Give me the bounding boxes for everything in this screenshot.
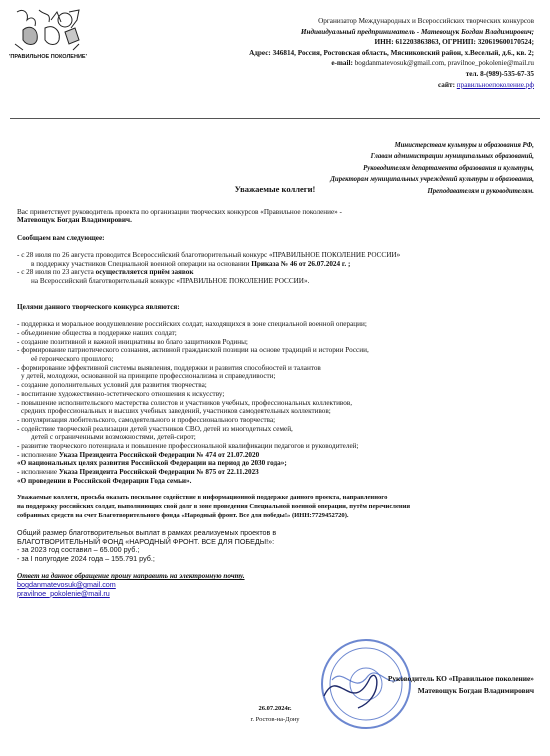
- intro-name: Матевощук Богдан Владимирович.: [17, 216, 132, 225]
- header-divider: [10, 118, 540, 119]
- inform-heading: Сообщаем вам следующее:: [17, 233, 105, 242]
- email-value[interactable]: bogdanmatevosuk@gmail.com, pravilnoe_pokolenie@mail.ru: [354, 59, 534, 68]
- goals-heading: Целями данного творческого конкурса являются:: [17, 302, 180, 311]
- reply-email[interactable]: pravilnoe_pokolenie@mail.ru: [17, 588, 110, 598]
- totals-line: - за I полугодие 2024 года – 155.791 руб.;: [17, 553, 155, 563]
- goal-item: - формирование эффективной системы выявления, поддержки и развития способностей и талантов: [17, 363, 321, 372]
- decree-line: «О национальных целях развития Российской Федерации на период до 2030 года»;: [17, 459, 287, 468]
- request-line: собранных средств на счет Благотворительного фонда «Народный фронт. Все для победы!» (ИНН:7729452720).: [17, 511, 349, 519]
- totals-line: БЛАГОТВОРИТЕЛЬНЫЙ ФОНД «НАРОДНЫЙ ФРОНТ. ВСЕ ДЛЯ ПОБЕДЫ!»:: [17, 536, 275, 546]
- date-place: [0, 704, 550, 725]
- addressee-item: Руководителям департамента образования и культуры,: [363, 164, 534, 172]
- site-line: сайт: правильноепоколение.рф: [438, 80, 534, 89]
- organizer-line: Организатор Международных и Всероссийских творческих конкурсов: [318, 17, 534, 25]
- totals-line: Общий размер благотворительных выплат в рамках реализуемых проектов в: [17, 527, 277, 537]
- goal-item: - содействие творческой реализации детей участников СВО, детей из многодетных семей,: [17, 424, 293, 433]
- goal-item: - объединение общества в поддержке наших солдат;: [17, 328, 177, 337]
- goal-item: - повышение исполнительского мастерства солистов и участников учебных, профессиональных коллективов,: [17, 398, 353, 407]
- request-line: на поддержку российских солдат, выполняющих свой долг в зоне проведения Специальной военной операции, путём перечисления: [17, 502, 411, 510]
- goal-item: - популяризация любительского, самодеятельного и профессионального творчества;: [17, 415, 276, 424]
- event-line: на Всероссийский благотворительный конкурс «ПРАВИЛЬНОЕ ПОКОЛЕНИЕ РОССИИ».: [31, 277, 310, 285]
- decree-line: «О проведении в Российской Федерации Года семьи».: [17, 476, 192, 485]
- goal-item: - создание позитивной и важной инициативы во благо защитников Родины;: [17, 337, 248, 346]
- goal-item: - поддержка и моральное воодушевление российских солдат, находящихся в зоне специальной военной операции;: [17, 320, 367, 329]
- event-line: - с 28 июля по 26 августа проводится Всероссийский благотворительный конкурс «ПРАВИЛЬНОЕ ПОКОЛЕНИЕ РОССИИ»: [17, 250, 401, 259]
- goal-item: её героического прошлого;: [31, 355, 114, 363]
- address-line: Адрес: 346814, Россия, Ростовская область, Мясниковский район, х.Веселый, д.6., кв. 2;: [249, 48, 534, 57]
- reply-email[interactable]: bogdanmatevosuk@gmail.com: [17, 579, 116, 589]
- inn-line: ИНН: 612203863863, ОГРНИП: 320619600170524;: [374, 38, 534, 47]
- goal-item: средних профессиональных и высших учебных заведений, участников самодеятельных коллективов;: [21, 407, 331, 416]
- entrepreneur-line: Индивидуальный предприниматель - Матевощук Богдан Владимирович;: [300, 27, 534, 36]
- request-line: Уважаемые коллеги, просьба оказать посильное содействие в информационной поддержке данного проекта, направленного: [17, 494, 388, 502]
- event-line: - с 28 июля по 23 августа осуществляется приём заявок: [17, 268, 194, 277]
- letter-date: 26.07.2024г.: [258, 705, 292, 712]
- organization-logo: [9, 6, 87, 66]
- goal-item: - формирование патриотического сознания, активной гражданской позиции на основе традиций и истории России,: [17, 346, 369, 355]
- totals-line: - за 2023 год составил – 65.000 руб.;: [17, 545, 140, 555]
- intro-line: Вас приветствует руководитель проекта по организации творческих конкурсов «Правильное поколение» -: [17, 207, 342, 216]
- letterhead: [94, 16, 534, 90]
- letter-body: [17, 199, 542, 598]
- reply-heading: Ответ на данное обращение прошу направить на электронную почту.: [17, 572, 245, 581]
- signatory-name: Матевощук Богдан Владимирович: [417, 685, 534, 695]
- goal-item: - создание дополнительных условий для развития творчества;: [17, 381, 207, 390]
- phone-line: тел. 8-(989)-535-67-35: [465, 69, 534, 78]
- site-link[interactable]: правильноепоколение.рф: [456, 80, 534, 89]
- signature-block: [388, 673, 534, 696]
- svg-text:"ПРАВИЛЬНОЕ ПОКОЛЕНИЕ": "ПРАВИЛЬНОЕ ПОКОЛЕНИЕ": [9, 54, 87, 60]
- goal-item: детей с ограниченными возможностями, детей-сирот;: [31, 433, 196, 442]
- goal-item: у детей, молодежи, основанной на принципе профессионализма и справедливости;: [21, 372, 276, 381]
- email-line: e-mail: bogdanmatevosuk@gmail.com, pravilnoe_pokolenie@mail.ru: [331, 59, 534, 68]
- addressee-item: Министерствам культуры и образования РФ,: [394, 142, 534, 149]
- addressee-item: Главам администрации муниципальных образований,: [370, 153, 534, 161]
- addressee-item: Преподавателям и руководителям.: [427, 187, 534, 195]
- signatory-role: Руководитель КО «Правильное поколение»: [387, 674, 534, 683]
- event-line: в поддержку участников Специальной военной операции на основании Приказа № 46 от 26.07.2024 г. ;: [31, 259, 351, 268]
- letter-title: Уважаемые коллеги!: [234, 184, 316, 194]
- addressee-item: Директорам муниципальных учреждений культуры и образования,: [330, 176, 534, 184]
- decree-line: - исполнение Указа Президента Российской Федерации № 875 от 22.11.2023: [17, 468, 259, 477]
- goal-item: - развитие творческого потенциала и повышение профессиональной квалификации педагогов и руководителей;: [17, 442, 359, 451]
- goal-item: - воспитание художественно-эстетического отношения к искусству;: [17, 389, 225, 398]
- letter-city: г. Ростов-на-Дону: [250, 715, 300, 723]
- decree-line: - исполнение Указа Президента Российской Федерации № 474 от 21.07.2020: [17, 450, 260, 459]
